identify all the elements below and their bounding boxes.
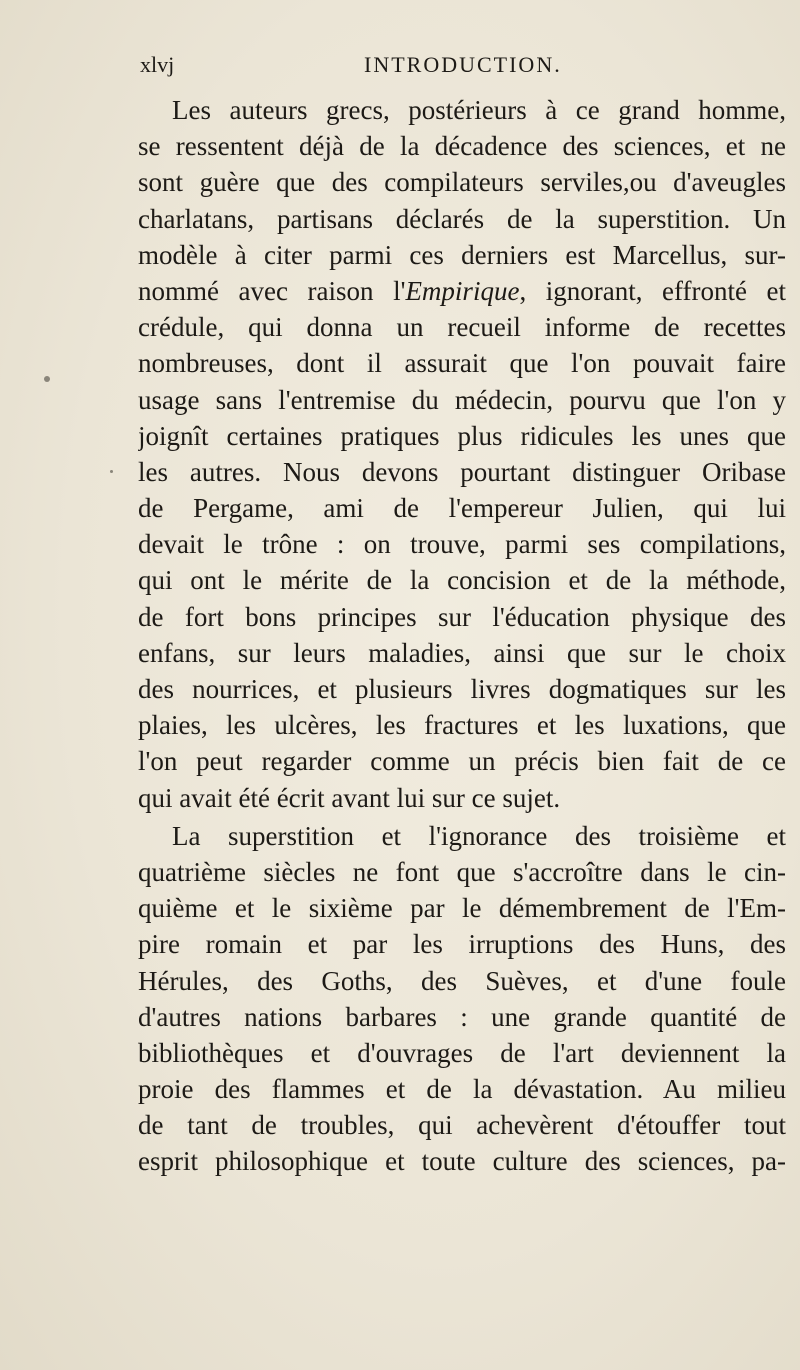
text-line: bibliothèques et d'ouvrages de l'art deviennent la — [138, 1037, 786, 1068]
body-text — [138, 92, 786, 1180]
text-line: modèle à citer parmi ces derniers est Marcellus, sur- — [138, 239, 786, 270]
text-line: de Pergame, ami de l'empereur Julien, qui lui — [138, 493, 786, 524]
text-line: nommé avec raison l'Empirique, ignorant, effronté et — [138, 275, 786, 306]
ink-speck — [44, 376, 50, 382]
text-line: d'autres nations barbares : une grande quantité de — [138, 1001, 786, 1032]
page-number: xlvj — [140, 52, 175, 77]
text-line: plaies, les ulcères, les fractures et les luxations, que — [138, 710, 786, 741]
text-line: des nourrices, et plusieurs livres dogmatiques sur les — [138, 674, 786, 704]
text-line: proie des flammes et de la dévastation. Au milieu — [138, 1074, 786, 1105]
text-line: esprit philosophique et toute culture des sciences, pa- — [138, 1146, 786, 1177]
page-header — [140, 52, 780, 88]
text-line: usage sans l'entremise du médecin, pourvu que l'on y — [138, 384, 786, 415]
text-line: Hérules, des Goths, des Suèves, et d'une foule — [138, 965, 786, 996]
text-line: charlatans, partisans déclarés de la superstition. Un — [138, 203, 786, 234]
running-head: INTRODUCTION. — [364, 52, 562, 77]
text-line: l'on peut regarder comme un précis bien fait de ce — [138, 746, 786, 777]
text-line: crédule, qui donna un recueil informe de recettes — [138, 312, 786, 343]
text-line: pire romain et par les irruptions des Huns, des — [138, 929, 786, 960]
text-line: quatrième siècles ne font que s'accroître dans le cin- — [138, 856, 786, 887]
text-line: les autres. Nous devons pourtant distinguer Oribase — [138, 456, 786, 487]
text-line: de fort bons principes sur l'éducation physique des — [138, 601, 786, 632]
text-line: joignît certaines pratiques plus ridicules les unes que — [138, 420, 786, 451]
text-line: sont guère que des compilateurs serviles,ou d'aveugles — [138, 167, 786, 198]
text-line: enfans, sur leurs maladies, ainsi que sur le choix — [138, 637, 786, 668]
text-line: devait le trône : on trouve, parmi ses compilations, — [138, 529, 786, 560]
text-line: Les auteurs grecs, postérieurs à ce grand homme, — [172, 95, 786, 125]
text-line: se ressentent déjà de la décadence des sciences, et ne — [138, 131, 786, 162]
ink-speck — [110, 470, 113, 473]
text-line: La superstition et l'ignorance des troisième et — [172, 820, 786, 851]
text-line: de tant de troubles, qui achevèrent d'étouffer tout — [138, 1110, 786, 1141]
text-line: qui avait été écrit avant lui sur ce sujet. — [138, 782, 561, 813]
paragraph — [138, 818, 786, 1180]
text-line: qui ont le mérite de la concision et de la méthode, — [138, 565, 786, 596]
paragraph — [138, 92, 786, 816]
text-line: quième et le sixième par le démembrement de l'Em- — [138, 893, 786, 924]
text-line: nombreuses, dont il assurait que l'on pouvait faire — [138, 348, 786, 379]
